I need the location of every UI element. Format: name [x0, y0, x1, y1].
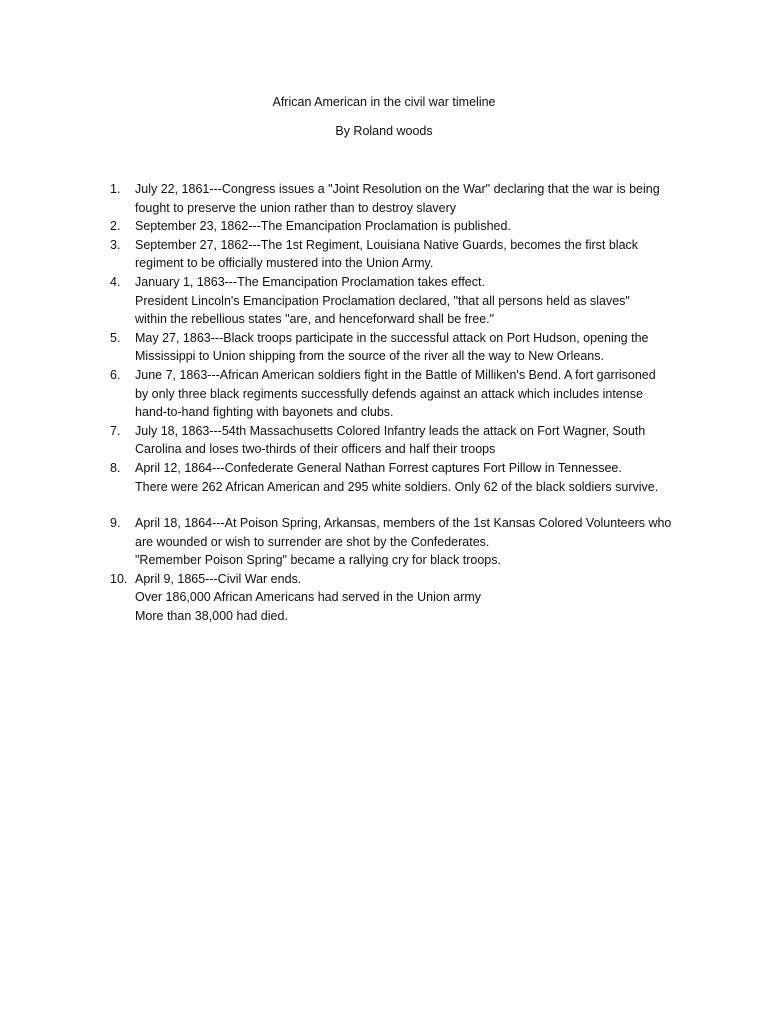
timeline-entry	[0, 459, 680, 496]
timeline-list	[0, 180, 768, 626]
entry-text: fought to preserve the union rather than to destroy slavery	[135, 200, 457, 215]
entry-text: July 22, 1861---Congress issues a "Joint Resolution on the War" declaring that the war is being	[135, 182, 660, 196]
entry-text: Mississippi to Union shipping from the source of the river all the way to New Orleans.	[135, 349, 604, 364]
entry-number: 2.	[110, 219, 121, 234]
timeline-entry	[0, 366, 680, 422]
entry-number: 4.	[110, 274, 121, 289]
entry-number: 6.	[110, 367, 121, 382]
timeline-entry	[0, 570, 680, 626]
entry-text: May 27, 1863---Black troops participate in the successful attack on Port Hudson, opening the	[135, 330, 649, 345]
timeline-entry	[0, 180, 680, 217]
entry-text: September 27, 1862---The 1st Regiment, Louisiana Native Guards, becomes the first black	[135, 237, 639, 252]
entry-text: April 18, 1864---At Poison Spring, Arkansas, members of the 1st Kansas Colored Volunteers who	[135, 516, 672, 531]
timeline-entry	[0, 422, 680, 459]
entry-number: 1.	[110, 182, 121, 196]
entry-text: January 1, 1863---The Emancipation Proclamation takes effect.	[135, 274, 485, 289]
timeline-entry	[0, 273, 680, 329]
entry-text: April 12, 1864---Confederate General Nathan Forrest captures Fort Pillow in Tennessee.	[135, 460, 622, 475]
entry-text: hand-to-hand fighting with bayonets and clubs.	[135, 405, 394, 420]
entry-text: regiment to be officially mustered into the Union Army.	[135, 256, 434, 271]
entry-number: 3.	[110, 237, 121, 252]
entry-text: by only three black regiments successfully defends against an attack which includes intense	[135, 386, 643, 401]
entry-text: Over 186,000 African Americans had served in the Union army	[135, 590, 482, 605]
entry-text: April 9, 1865---Civil War ends.	[135, 571, 302, 586]
entry-text: June 7, 1863---African American soldiers fight in the Battle of Milliken's Bend. A fort garrisoned	[135, 367, 656, 382]
entry-text: are wounded or wish to surrender are shot by the Confederates.	[135, 534, 490, 549]
entry-text: President Lincoln's Emancipation Proclamation declared, "that all persons held as slaves"	[135, 293, 630, 308]
entry-text: within the rebellious states "are, and henceforward shall be free."	[135, 312, 495, 327]
entry-number: 7.	[110, 423, 121, 438]
entry-text: September 23, 1862---The Emancipation Proclamation is published.	[135, 219, 511, 234]
entry-number: 5.	[110, 330, 121, 345]
entry-number: 8.	[110, 460, 121, 475]
paragraph-gap	[0, 496, 768, 514]
timeline-entry	[0, 236, 680, 273]
entry-text: More than 38,000 had died.	[135, 609, 288, 624]
timeline-entry	[0, 217, 680, 236]
entry-text: July 18, 1863---54th Massachusetts Colored Infantry leads the attack on Fort Wagner, South	[135, 423, 646, 438]
timeline-entry	[0, 329, 680, 366]
document-title: African American in the civil war timeline	[272, 95, 496, 109]
entry-text: "Remember Poison Spring" became a rallying cry for black troops.	[135, 553, 501, 568]
timeline-entry	[0, 514, 680, 570]
document-author: By Roland woods	[335, 124, 433, 138]
entry-text: Carolina and loses two-thirds of their officers and half their troops	[135, 442, 496, 457]
entry-number: 10.	[110, 571, 128, 586]
entry-text: There were 262 African American and 295 white soldiers. Only 62 of the black soldiers survive.	[135, 479, 659, 494]
entry-number: 9.	[110, 516, 121, 531]
